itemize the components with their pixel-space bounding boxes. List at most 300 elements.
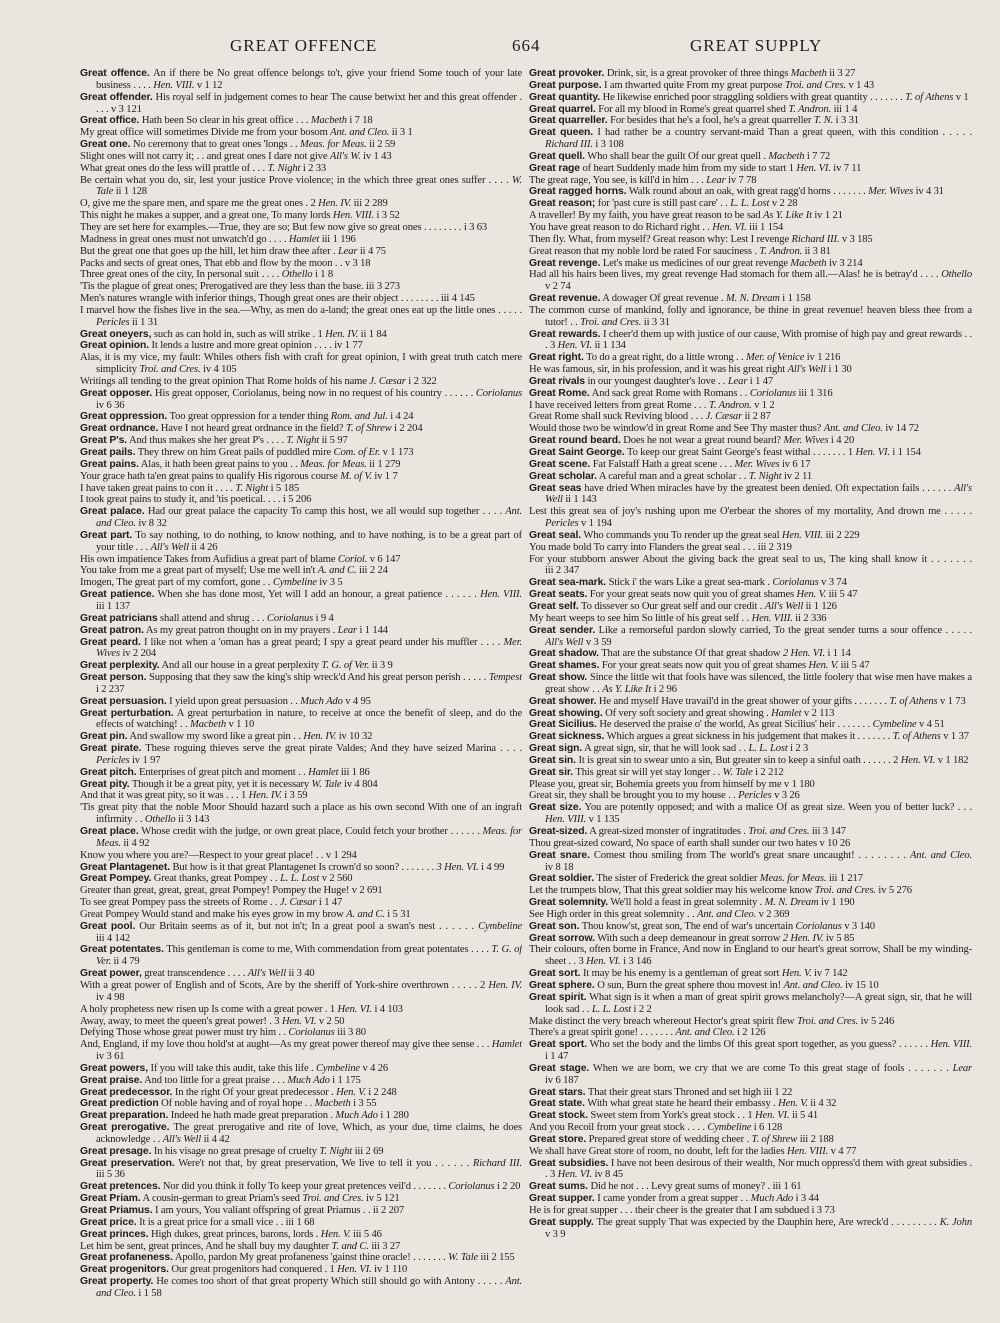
entry-play-reference: T. and C. xyxy=(331,1240,369,1252)
concordance-entry xyxy=(80,411,522,423)
concordance-entry xyxy=(529,175,972,187)
entry-quotation: Let's make us medicines of our great revenge xyxy=(602,257,788,269)
entry-headword: Great power, xyxy=(80,968,142,980)
entry-play-reference: Hen. V. xyxy=(808,660,839,672)
entry-play-reference: Ant. and Cleo. xyxy=(96,1276,522,1299)
concordance-entry xyxy=(529,1063,972,1087)
entry-act-scene-line: iii 4 142 xyxy=(96,932,130,944)
concordance-entry xyxy=(80,293,522,305)
entry-headword: Great patron. xyxy=(80,624,144,636)
concordance-entry xyxy=(529,921,972,933)
entry-headword: Great soldier. xyxy=(529,873,595,885)
entry-play-reference: Hen. IV. xyxy=(325,328,359,340)
entry-play-reference: T. Night xyxy=(319,1145,353,1157)
entry-act-scene-line: iv 10 32 xyxy=(338,731,373,743)
concordance-entry xyxy=(80,329,522,341)
concordance-entry xyxy=(80,340,522,352)
entry-quotation: I had rather be a country servant-maid Than a great queen, with this condition . . . . . xyxy=(597,127,972,139)
entry-quotation: His own impatience Takes from Aufidius a great part of blame xyxy=(80,553,336,565)
entry-headword: Great Saint George. xyxy=(529,447,625,458)
entry-play-reference: Macbeth xyxy=(190,719,227,731)
entry-quotation: For your great seats now quit you of great shames xyxy=(601,660,807,672)
entry-quotation: It is a great price for a small vice . . xyxy=(139,1216,284,1228)
entry-quotation: Apollo, pardon My great profaneness 'gainst thine oracle! . . . . . . . xyxy=(174,1252,446,1264)
entry-act-scene-line: ii 1 143 xyxy=(565,494,597,506)
concordance-entry xyxy=(529,589,972,601)
entry-act-scene-line: v 1 12 xyxy=(196,79,223,91)
entry-act-scene-line: i 4 103 xyxy=(374,1003,403,1015)
entry-headword: Great perplexity. xyxy=(80,660,160,672)
entry-quotation: What sign is it when a man of great spirit grows melancholy?—A great sign, sir, that he will look sad . . xyxy=(545,991,972,1015)
entry-quotation: Which argues a great sickness in his judgement that makes it . . . . . . . xyxy=(606,731,891,743)
entry-headword: Great shower. xyxy=(529,695,597,707)
entry-play-reference: W. Tale xyxy=(448,1252,479,1264)
entry-play-reference: L. L. Lost xyxy=(748,743,788,755)
concordance-entry xyxy=(80,483,522,495)
entry-act-scene-line: v 3 18 xyxy=(344,257,371,269)
entry-play-reference: Hen. IV. xyxy=(488,979,522,991)
concordance-entry xyxy=(529,258,972,270)
entry-play-reference: All's Well xyxy=(545,482,972,506)
entry-play-reference: T. Andron. xyxy=(788,103,832,115)
entry-play-reference: Ant. and Cleo. xyxy=(909,849,972,861)
entry-play-reference: T. N. xyxy=(813,115,834,127)
entry-quotation: Men's natures wrangle with inferior things, Though great ones are their object . . . . . . . . xyxy=(80,293,439,305)
entry-quotation: The great rage, You see, is kill'd in him . . . xyxy=(529,174,704,186)
entry-headword: Great supply. xyxy=(529,1216,594,1228)
concordance-entry xyxy=(80,850,522,862)
entry-act-scene-line: i 2 2 xyxy=(633,1003,652,1015)
entry-play-reference: T. G. of Ver. xyxy=(321,660,370,672)
entry-act-scene-line: i 2 248 xyxy=(368,1086,397,1098)
entry-headword: Great palace. xyxy=(80,506,145,518)
entry-act-scene-line: v 2 113 xyxy=(803,707,835,719)
entry-quotation: And thus makes she her great P's . . . . xyxy=(129,435,284,447)
entry-play-reference: Macbeth xyxy=(790,68,827,79)
entry-headword: Great Priamus. xyxy=(80,1205,153,1216)
concordance-entry xyxy=(529,660,972,672)
entry-quotation: This gentleman is come to me, With commendation from great potentates . . . . xyxy=(166,944,489,956)
entry-act-scene-line: ii 2 207 xyxy=(372,1205,405,1216)
concordance-entry xyxy=(80,246,522,258)
entry-act-scene-line: i 3 55 xyxy=(353,1098,377,1110)
entry-act-scene-line: iv 1 110 xyxy=(374,1264,408,1276)
entry-play-reference: Cymbeline xyxy=(316,1062,360,1074)
concordance-entry xyxy=(80,115,522,127)
entry-quotation: Too great oppression for a tender thing xyxy=(169,411,329,423)
entry-headword: Great sphere. xyxy=(529,979,595,991)
entry-headword: Great solemnity. xyxy=(529,897,609,909)
concordance-entry xyxy=(80,305,522,329)
entry-play-reference: Hen. IV. xyxy=(318,198,352,210)
entry-play-reference: 3 Hen. VI. xyxy=(436,861,479,873)
entry-play-reference: Tempest xyxy=(488,672,522,684)
entry-act-scene-line: iv 4 105 xyxy=(203,364,237,376)
entry-headword: Great revenue. xyxy=(529,293,601,305)
entry-quotation: With such a deep demeanour in great sorrow xyxy=(597,932,781,944)
entry-act-scene-line: ii 4 26 xyxy=(191,541,218,553)
entry-act-scene-line: v 3 140 xyxy=(844,920,875,932)
concordance-entry xyxy=(80,660,522,672)
concordance-entry xyxy=(529,269,972,293)
concordance-entry xyxy=(80,921,522,945)
entry-quotation: Prepared great store of wedding cheer . xyxy=(588,1133,749,1145)
entry-play-reference: Troi. and Cres. xyxy=(784,79,846,91)
entry-act-scene-line: i 3 146 xyxy=(623,956,652,968)
entry-play-reference: Lear xyxy=(337,245,358,257)
entry-play-reference: Coriol. xyxy=(337,553,368,565)
concordance-entry xyxy=(529,459,972,471)
entry-play-reference: T. Night xyxy=(235,482,269,494)
entry-headword: Great quarreller. xyxy=(529,115,608,127)
entry-quotation: O, give me the spare men, and spare me the great ones . 2 xyxy=(80,198,316,210)
entry-quotation: 'Tis the plague of great ones; Prerogatived are they less than the base. xyxy=(80,281,364,293)
entry-act-scene-line: iii 4 145 xyxy=(440,293,475,305)
entry-play-reference: All's Well xyxy=(787,364,826,376)
entry-quotation: A great perturbation in nature, to receive at once the benefit of sleep, and do the effects of watching! . . xyxy=(96,707,522,731)
entry-quotation: He comes too short of that great property Which still should go with Antony . . . . . xyxy=(156,1276,503,1288)
entry-act-scene-line: i 3 31 xyxy=(835,115,859,127)
entry-play-reference: Lear xyxy=(337,624,357,636)
concordance-entry xyxy=(80,459,522,471)
entry-play-reference: J. Cæsar xyxy=(705,411,743,423)
concordance-entry xyxy=(529,944,972,968)
entry-headword: Great person. xyxy=(80,672,147,684)
entry-quotation: O sun, Burn the great sphere thou movest in! xyxy=(597,979,781,991)
entry-play-reference: Hen. V. xyxy=(320,1228,351,1240)
concordance-entry xyxy=(80,873,522,885)
entry-quotation: Thou know'st, great son, The end of war's uncertain xyxy=(581,920,794,932)
entry-play-reference: Hen. VI. xyxy=(337,1003,372,1015)
concordance-entry xyxy=(529,352,972,364)
concordance-entry xyxy=(80,790,522,802)
concordance-entry xyxy=(80,1122,522,1146)
entry-act-scene-line: iii 2 347 xyxy=(545,565,579,577)
entry-headword: Great sickness. xyxy=(529,731,605,743)
concordance-entry xyxy=(529,992,972,1016)
entry-quotation: I am thwarted quite From my great purpose xyxy=(604,79,783,91)
entry-quotation: Then fly. What, from myself? Great reason why: Lest I revenge xyxy=(529,233,790,245)
concordance-entry xyxy=(529,506,972,530)
concordance-entry xyxy=(80,1098,522,1110)
entry-quotation: There's a great spirit gone! . . . . . . . xyxy=(529,1027,673,1039)
entry-play-reference: All's Well xyxy=(764,600,804,612)
entry-act-scene-line: iv 5 246 xyxy=(860,1015,895,1027)
entry-quotation: I yield upon great persuasion . . xyxy=(169,695,298,707)
entry-headword: Great oppression. xyxy=(80,411,168,423)
entry-act-scene-line: iv 4 98 xyxy=(96,991,125,1003)
concordance-entry xyxy=(529,246,972,258)
entry-quotation: To keep our great Saint George's feast withal . . . . . . . 1 xyxy=(627,447,854,458)
entry-play-reference: Cymbeline xyxy=(478,920,522,932)
entry-act-scene-line: iii 5 46 xyxy=(352,1228,382,1240)
entry-headword: Great shames. xyxy=(529,660,600,672)
entry-play-reference: Hen. VIII. xyxy=(480,589,522,601)
entry-quotation: That their great stars Throned and set high xyxy=(587,1086,761,1098)
entry-headword: Great progenitors. xyxy=(80,1264,169,1276)
entry-play-reference: Mer. Wives xyxy=(734,458,780,470)
entry-headword: Great seats. xyxy=(529,589,588,601)
entry-act-scene-line: iv 3 5 xyxy=(319,577,343,589)
entry-act-scene-line: v 1 194 xyxy=(581,518,612,530)
entry-play-reference: Hen. VIII. xyxy=(153,79,195,91)
entry-headword: Great opposer. xyxy=(80,387,153,399)
entry-act-scene-line: i 1 14 xyxy=(827,648,851,660)
entry-act-scene-line: v 3 121 xyxy=(111,103,142,115)
entry-play-reference: T. of Athens xyxy=(889,695,938,707)
concordance-entry xyxy=(529,613,972,625)
entry-quotation: Lest this great sea of joy's rushing upon me O'erbear the shores of my mortality, And drown me . . . . . xyxy=(529,506,972,518)
entry-play-reference: Cymbeline xyxy=(707,1122,752,1134)
header-left-guide-word: GREAT OFFENCE xyxy=(230,36,378,55)
entry-act-scene-line: v 1 180 xyxy=(783,778,815,790)
entry-act-scene-line: ii 3 31 xyxy=(643,316,670,328)
entry-headword: Great stars. xyxy=(529,1086,586,1098)
concordance-entry xyxy=(529,1134,972,1146)
entry-headword: Great sea-mark. xyxy=(529,577,607,589)
entry-play-reference: T. G. of Ver. xyxy=(96,944,522,968)
entry-quotation: You take from me a great part of myself; Use me well in't xyxy=(80,565,316,577)
entry-act-scene-line: iii 2 69 xyxy=(354,1145,384,1157)
entry-play-reference: Macbeth xyxy=(314,1098,351,1110)
concordance-entry xyxy=(529,980,972,992)
entry-play-reference: T. Night xyxy=(286,435,320,447)
concordance-entry xyxy=(80,1181,522,1193)
entry-quotation: Comest thou smiling from The world's great snare uncaught! . . . . . . . . xyxy=(593,849,907,861)
entry-play-reference: Richard III. xyxy=(791,233,840,245)
entry-quotation: See High order in this great solemnity . . xyxy=(529,908,695,920)
entry-quotation: For your stubborn answer About the giving back the great seal to us, The king shall know it . . . . . . . xyxy=(529,553,972,565)
concordance-entry xyxy=(529,554,972,578)
entry-act-scene-line: iv 5 121 xyxy=(365,1193,400,1205)
entry-act-scene-line: i 1 158 xyxy=(782,293,811,305)
entry-quotation: To dissever so Our great self and our credit . xyxy=(581,600,763,612)
entry-act-scene-line: v 2 50 xyxy=(318,1015,345,1027)
entry-headword: Great store. xyxy=(529,1133,587,1145)
entry-act-scene-line: i 3 73 xyxy=(811,1205,835,1216)
concordance-entry xyxy=(80,269,522,281)
entry-act-scene-line: iii 3 273 xyxy=(365,281,400,293)
concordance-entry xyxy=(529,388,972,400)
entry-act-scene-line: iv 1 190 xyxy=(820,897,855,909)
entry-act-scene-line: i 9 4 xyxy=(315,612,334,624)
entry-play-reference: Troi. and Cres. xyxy=(814,885,876,897)
entry-headword: Great sender. xyxy=(529,624,596,636)
entry-act-scene-line: i 2 204 xyxy=(394,423,423,435)
entry-quotation: And all our house in a great perplexity xyxy=(161,660,319,672)
entry-act-scene-line: iv 5 276 xyxy=(878,885,912,897)
entry-play-reference: Macbeth xyxy=(310,115,347,127)
entry-act-scene-line: v 2 74 xyxy=(545,281,571,293)
entry-act-scene-line: v 4 26 xyxy=(362,1062,389,1074)
concordance-entry xyxy=(529,198,972,210)
entry-act-scene-line: iv 14 72 xyxy=(885,423,919,435)
entry-act-scene-line: iii 1 154 xyxy=(749,221,784,233)
concordance-entry xyxy=(529,483,972,507)
entry-headword: Great persuasion. xyxy=(80,695,167,707)
entry-act-scene-line: iv 6 17 xyxy=(781,458,811,470)
entry-act-scene-line: i 5 185 xyxy=(270,482,299,494)
entry-play-reference: M. N. Dream xyxy=(725,293,780,305)
entry-quotation: Our great progenitors had conquered . 1 xyxy=(171,1264,335,1276)
concordance-entry xyxy=(529,696,972,708)
concordance-entry xyxy=(80,565,522,577)
entry-quotation: In the right Of your great predecessor . xyxy=(174,1086,334,1098)
concordance-entry xyxy=(529,933,972,945)
entry-headword: Great spirit. xyxy=(529,991,587,1003)
entry-headword: Great preparation. xyxy=(80,1110,169,1122)
entry-play-reference: Richard III. xyxy=(545,139,593,151)
entry-quotation: Did he not . . . Levy great sums of money? . xyxy=(590,1181,771,1193)
entry-act-scene-line: i 1 8 xyxy=(314,269,334,281)
entry-headword: Great-sized. xyxy=(529,826,588,837)
entry-act-scene-line: i 2 237 xyxy=(96,683,125,695)
entry-act-scene-line: iii 3 147 xyxy=(811,826,846,837)
entry-play-reference: Hen. VIII. xyxy=(332,210,374,222)
concordance-entry xyxy=(80,388,522,412)
entry-headword: Great patience. xyxy=(80,589,155,601)
entry-headword: Great sums. xyxy=(529,1181,588,1193)
entry-quotation: Writings all tending to the great opinion That Rome holds of his name xyxy=(80,375,367,387)
entry-play-reference: Hen. VI. xyxy=(557,1169,593,1181)
entry-quotation: 'Tis great pity that the noble Moor Should hazard such a place as his own second With one of an ingraft infirmity . . xyxy=(80,802,522,826)
entry-headword: Great part. xyxy=(80,529,133,541)
concordance-entry xyxy=(529,826,972,838)
concordance-entry xyxy=(529,1205,972,1217)
entry-act-scene-line: iv 6 36 xyxy=(96,399,125,411)
concordance-entry xyxy=(529,210,972,222)
entry-act-scene-line: iv 4 31 xyxy=(915,186,944,198)
entry-headword: Great showing. xyxy=(529,707,603,719)
entry-quotation: great transcendence . . . . xyxy=(144,968,246,980)
entry-play-reference: Coriolanus xyxy=(448,1181,495,1193)
entry-play-reference: Coriolanus xyxy=(772,577,819,589)
header-right-guide-word: GREAT SUPPLY xyxy=(690,36,823,55)
entry-quotation: Three great ones of the city, In personal suit . . . . xyxy=(80,269,280,281)
entry-quotation: of heart Suddenly made him from my side to start 1 xyxy=(582,162,794,174)
entry-headword: Great rewards. xyxy=(529,328,601,340)
entry-quotation: As my great patron thought on in my prayers . xyxy=(145,624,336,636)
entry-quotation: An if there be No great offence belongs to't, give your friend Some touch of your late business . . . . xyxy=(96,68,522,91)
entry-act-scene-line: iii 1 217 xyxy=(828,873,863,885)
entry-act-scene-line: v 1 173 xyxy=(382,447,414,458)
entry-headword: Great patricians xyxy=(80,612,158,624)
entry-act-scene-line: i 2 322 xyxy=(408,375,437,387)
entry-headword: Great pails. xyxy=(80,447,136,458)
entry-act-scene-line: i 1 175 xyxy=(332,1074,361,1086)
entry-headword: Great pains. xyxy=(80,458,139,470)
concordance-entry xyxy=(80,127,522,139)
entry-act-scene-line: iv 4 804 xyxy=(343,778,378,790)
entry-headword: Great pool. xyxy=(80,920,136,932)
entry-act-scene-line: ii 3 9 xyxy=(371,660,393,672)
left-column xyxy=(80,68,522,1313)
entry-play-reference: K. John xyxy=(939,1216,972,1228)
entry-play-reference: Ant. and Cleo. xyxy=(96,506,522,530)
entry-quotation: High dukes, great princes, barons, lords . xyxy=(150,1228,319,1240)
entry-quotation: We shall have Great store of room, no doubt, left for the ladies xyxy=(529,1145,785,1157)
concordance-entry xyxy=(80,139,522,151)
entry-quotation: His great opposer, Coriolanus, being now in no request of his country . . . . . . xyxy=(154,387,474,399)
concordance-entry xyxy=(529,305,972,329)
entry-act-scene-line: v 1 37 xyxy=(943,731,969,743)
entry-headword: Great pretences. xyxy=(80,1181,161,1193)
entry-play-reference: Hen. V. xyxy=(336,1086,366,1098)
entry-act-scene-line: ii 3 27 xyxy=(829,68,856,79)
entry-play-reference: W. Tale xyxy=(311,778,342,790)
entry-play-reference: Mer. Wives xyxy=(868,186,914,198)
concordance-entry xyxy=(529,802,972,826)
entry-quotation: Would those two be window'd in great Rome and See Thy master thus? xyxy=(529,423,822,435)
concordance-entry xyxy=(80,281,522,293)
entry-play-reference: Mer. Wives xyxy=(96,636,522,660)
entry-quotation: The sister of Frederick the great soldier xyxy=(596,873,758,885)
concordance-entry xyxy=(529,850,972,874)
entry-quotation: Of noble having and of royal hope . . xyxy=(161,1098,313,1110)
entry-quotation: Fat Falstaff Hath a great scene . . . xyxy=(592,458,732,470)
entry-headword: Great perturbation. xyxy=(80,707,174,719)
entry-act-scene-line: iii 2 289 xyxy=(353,198,388,210)
entry-quotation: I have not been desirous of their wealth, Nor much oppress'd them with great subsidies . . 3 xyxy=(545,1157,972,1181)
concordance-entry xyxy=(529,909,972,921)
entry-quotation: Madness in great ones must not unwatch'd go . . . . xyxy=(80,233,287,245)
entry-quotation: Stick i' the wars Like a great sea-mark . xyxy=(608,577,770,589)
entry-quotation: For your great seats now quit you of great shames xyxy=(589,589,794,601)
entry-play-reference: Hen. V. xyxy=(796,589,827,601)
entry-headword: Great oneyers, xyxy=(80,328,152,340)
concordance-entry xyxy=(80,1158,522,1182)
entry-act-scene-line: v 4 51 xyxy=(919,719,945,731)
entry-play-reference: Hen. VIII. xyxy=(545,814,587,826)
entry-play-reference: L. L. Lost xyxy=(591,1003,632,1015)
entry-act-scene-line: i 3 63 xyxy=(463,221,488,233)
entry-act-scene-line: iii 1 86 xyxy=(340,766,370,778)
entry-headword: Great pitch. xyxy=(80,766,137,778)
entry-headword: Great self. xyxy=(529,600,579,612)
entry-act-scene-line: v 1 10 xyxy=(228,719,255,731)
entry-act-scene-line: i 1 58 xyxy=(138,1287,162,1299)
entry-act-scene-line: ii 4 79 xyxy=(113,956,140,968)
concordance-entry xyxy=(529,731,972,743)
concordance-entry xyxy=(529,625,972,649)
entry-headword: Great place. xyxy=(80,826,139,837)
entry-play-reference: Hamlet xyxy=(308,766,339,778)
entry-act-scene-line: iii 2 319 xyxy=(757,541,792,553)
entry-play-reference: All's Well xyxy=(162,1133,202,1145)
entry-quotation: With what great state he heard their embassy . xyxy=(587,1098,776,1110)
concordance-entry xyxy=(80,210,522,222)
entry-quotation: Make distinct the very breach whereout Hector's great spirit flew xyxy=(529,1015,795,1027)
entry-act-scene-line: ii 4 42 xyxy=(203,1133,230,1145)
entry-play-reference: Coriolanus xyxy=(475,387,522,399)
entry-play-reference: T. of Athens xyxy=(905,91,954,103)
entry-headword: Great property. xyxy=(80,1276,154,1288)
entry-act-scene-line: iv 1 21 xyxy=(814,210,843,222)
entry-play-reference: Hamlet xyxy=(491,1039,522,1051)
concordance-entry xyxy=(529,186,972,198)
entry-act-scene-line: iv 5 85 xyxy=(825,932,855,944)
concordance-entry xyxy=(80,767,522,779)
entry-play-reference: 2 Hen. IV. xyxy=(782,932,824,944)
entry-quotation: He is for great supper . . . their cheer is the greater that I am subdued xyxy=(529,1205,809,1216)
concordance-entry xyxy=(529,873,972,885)
entry-act-scene-line: i 1 47 xyxy=(318,897,343,909)
entry-headword: Great scene. xyxy=(529,458,591,470)
concordance-entry xyxy=(80,826,522,850)
entry-quotation: Great reason that my noble lord be rated For sauciness . xyxy=(529,245,757,257)
entry-quotation: Defying Those whose great power must try him . . xyxy=(80,1027,286,1039)
entry-act-scene-line: ii 4 32 xyxy=(810,1098,837,1110)
